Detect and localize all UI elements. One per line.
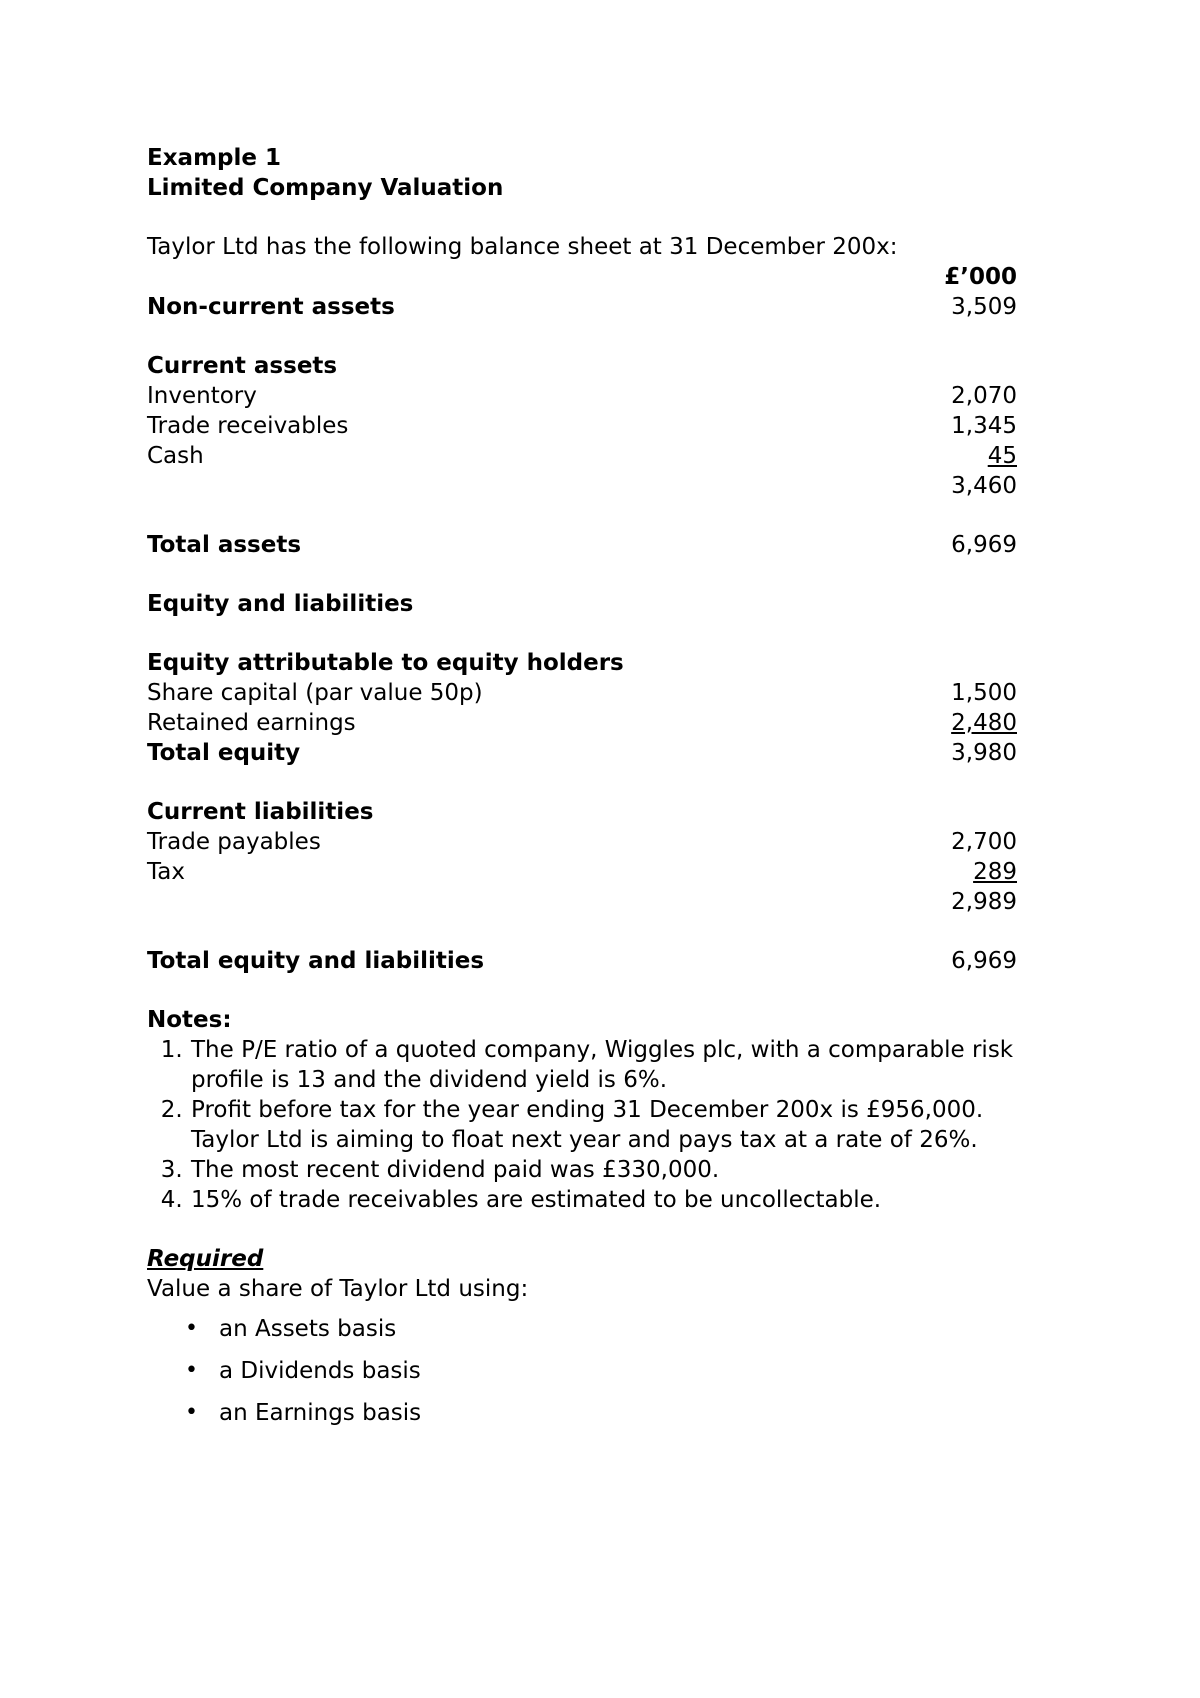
currency-header-row [147, 262, 1017, 292]
total-assets-row [147, 530, 1017, 560]
cash-value: 45 [987, 443, 1017, 469]
tax-label: Tax [147, 859, 185, 885]
non-current-assets-row [147, 292, 1017, 322]
document-subtitle: Limited Company Valuation [147, 175, 504, 201]
trade-payables-row [147, 827, 1017, 857]
total-equity-liabilities-value: 6,969 [951, 948, 1017, 974]
retained-earnings-label: Retained earnings [147, 710, 356, 736]
trade-payables-label: Trade payables [147, 829, 321, 855]
document-page [147, 143, 1017, 1440]
inventory-value: 2,070 [951, 383, 1017, 409]
share-capital-label: Share capital (par value 50p) [147, 680, 483, 706]
inventory-label: Inventory [147, 383, 257, 409]
total-equity-liabilities-label: Total equity and liabilities [147, 948, 485, 974]
bullet-icon: • [185, 1358, 198, 1383]
trade-receivables-label: Trade receivables [147, 413, 349, 439]
share-capital-value: 1,500 [951, 680, 1017, 706]
total-equity-liabilities-row [147, 946, 1017, 976]
list-item [185, 1356, 1017, 1386]
retained-earnings-row [147, 708, 1017, 738]
retained-earnings-value: 2,480 [951, 710, 1017, 736]
note-item: 1. The P/E ratio of a quoted company, Wiggles plc, with a comparable risk profile is 13 and the dividend yield is 6%. [190, 1035, 1017, 1095]
total-equity-label: Total equity [147, 740, 301, 766]
non-current-assets-value: 3,509 [951, 294, 1017, 320]
trade-receivables-row [147, 411, 1017, 441]
total-assets-label: Total assets [147, 532, 302, 558]
inventory-row [147, 381, 1017, 411]
note-item: 2. Profit before tax for the year ending 31 December 200x is £956,000. Taylor Ltd is aiming to float next year and pays tax at a rate of 26%. [190, 1095, 1017, 1155]
valuation-methods-list [147, 1314, 1017, 1428]
required-label: Required [147, 1246, 264, 1272]
required-instruction: Value a share of Taylor Ltd using: [147, 1276, 529, 1302]
current-assets-heading: Current assets [147, 353, 338, 379]
total-equity-value: 3,980 [951, 740, 1017, 766]
tax-row [147, 857, 1017, 887]
total-assets-value: 6,969 [951, 532, 1017, 558]
note-item: 3. The most recent dividend paid was £330,000. [190, 1155, 1017, 1185]
cash-row [147, 441, 1017, 471]
bullet-icon: • [185, 1400, 198, 1425]
trade-receivables-value: 1,345 [951, 413, 1017, 439]
current-assets-total: 3,460 [951, 473, 1017, 499]
method-label: a Dividends basis [219, 1358, 421, 1384]
current-liabilities-total: 2,989 [951, 889, 1017, 915]
trade-payables-value: 2,700 [951, 829, 1017, 855]
bullet-icon: • [185, 1316, 198, 1341]
total-equity-row [147, 738, 1017, 768]
current-assets-total-row [147, 471, 1017, 501]
intro-text: Taylor Ltd has the following balance sheet at 31 December 200x: [147, 234, 898, 260]
currency-header: £’000 [944, 264, 1017, 290]
share-capital-row [147, 678, 1017, 708]
method-label: an Assets basis [219, 1316, 397, 1342]
method-label: an Earnings basis [219, 1400, 422, 1426]
note-item: 4. 15% of trade receivables are estimated to be uncollectable. [190, 1185, 1017, 1215]
example-heading: Example 1 [147, 145, 281, 171]
current-liabilities-heading: Current liabilities [147, 799, 374, 825]
notes-list [147, 1035, 1017, 1215]
list-item [185, 1314, 1017, 1344]
tax-value: 289 [973, 859, 1017, 885]
notes-heading: Notes: [147, 1007, 232, 1033]
current-liabilities-total-row [147, 887, 1017, 917]
equity-heading: Equity attributable to equity holders [147, 650, 624, 676]
equity-liabilities-heading: Equity and liabilities [147, 591, 414, 617]
list-item [185, 1398, 1017, 1428]
non-current-assets-label: Non-current assets [147, 294, 395, 320]
cash-label: Cash [147, 443, 204, 469]
